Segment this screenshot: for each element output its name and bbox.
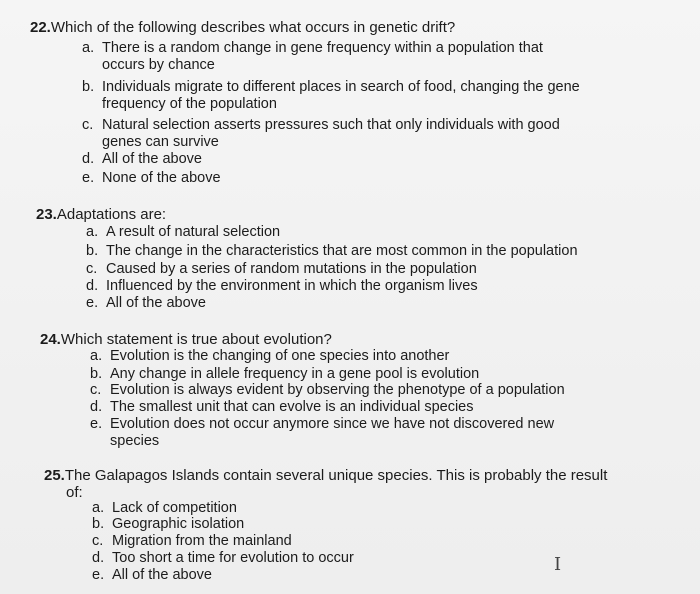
q23-option-c: [86, 261, 477, 278]
option-letter: e.: [92, 567, 105, 583]
option-text: Caused by a series of random mutations in the population: [106, 261, 477, 277]
q22-option-a: [82, 40, 543, 74]
q23-option-b: [86, 243, 578, 260]
option-text: Lack of competition: [112, 500, 237, 516]
option-letter: a.: [92, 500, 105, 516]
option-letter: d.: [90, 399, 103, 415]
option-text: Too short a time for evolution to occur: [112, 550, 354, 566]
option-letter: c.: [92, 533, 104, 549]
option-line: species: [110, 433, 160, 449]
option-letter: e.: [90, 416, 103, 432]
question-number: 23.: [36, 206, 57, 223]
q24-option-e: [90, 416, 554, 450]
option-letter: a.: [82, 40, 95, 56]
option-letter: c.: [90, 382, 102, 398]
question-number: 22.: [30, 19, 51, 36]
option-letter: b.: [90, 366, 103, 382]
option-text: Any change in allele frequency in a gene pool is evolution: [110, 366, 480, 382]
option-text: Geographic isolation: [112, 516, 245, 532]
option-letter: b.: [82, 79, 95, 95]
q25-option-b: [92, 516, 244, 533]
option-text: [102, 117, 560, 151]
option-letter: a.: [90, 348, 103, 364]
question-22-stem: [30, 19, 455, 36]
option-text: A result of natural selection: [106, 224, 281, 240]
text-cursor-icon: I: [554, 554, 562, 575]
option-line: Individuals migrate to different places in search of food, changing the gene: [102, 79, 580, 95]
option-letter: d.: [82, 151, 95, 167]
option-text: All of the above: [102, 151, 202, 167]
option-letter: d.: [86, 278, 99, 294]
option-text: Migration from the mainland: [112, 533, 292, 549]
option-letter: c.: [86, 261, 98, 277]
option-line: Evolution does not occur anymore since we have not discovered new: [110, 416, 555, 432]
option-text: [110, 416, 554, 450]
option-letter: b.: [92, 516, 105, 532]
question-number: 25.: [44, 467, 65, 484]
q24-option-b: [90, 366, 479, 383]
q23-option-d: [86, 278, 478, 295]
option-text: Influenced by the environment in which the organism lives: [106, 278, 478, 294]
option-letter: d.: [92, 550, 105, 566]
question-25-stem: [44, 467, 607, 501]
option-letter: e.: [82, 170, 95, 186]
q24-option-d: [90, 399, 474, 416]
option-text: Evolution is the changing of one species into another: [110, 348, 450, 364]
option-text: The change in the characteristics that are most common in the population: [106, 243, 578, 259]
q24-option-c: [90, 382, 565, 399]
question-number: 24.: [40, 331, 61, 348]
q22-option-d: [82, 151, 202, 168]
question-text: Which statement is true about evolution?: [60, 331, 332, 348]
option-line: Natural selection asserts pressures such that only individuals with good: [102, 117, 560, 133]
q22-option-c: [82, 117, 560, 151]
question-text-continued: of:: [66, 484, 83, 501]
option-text: All of the above: [112, 567, 212, 583]
q22-option-e: [82, 170, 221, 187]
q25-option-c: [92, 533, 292, 550]
q23-option-e: [86, 295, 206, 312]
question-24-stem: [40, 331, 332, 348]
option-letter: b.: [86, 243, 99, 259]
option-line: genes can survive: [102, 134, 219, 150]
question-text: The Galapagos Islands contain several unique species. This is probably the result: [64, 467, 608, 484]
option-letter: a.: [86, 224, 99, 240]
option-line: occurs by chance: [102, 57, 215, 73]
option-text: [102, 40, 543, 74]
option-text: The smallest unit that can evolve is an individual species: [110, 399, 474, 415]
q24-option-a: [90, 348, 449, 365]
question-text: Adaptations are:: [56, 206, 167, 223]
q25-option-d: [92, 550, 354, 567]
q22-option-b: [82, 79, 580, 113]
option-letter: c.: [82, 117, 94, 133]
option-text: None of the above: [102, 170, 221, 186]
option-line: There is a random change in gene frequency within a population that: [102, 40, 543, 56]
option-line: frequency of the population: [102, 96, 277, 112]
q25-option-e: [92, 567, 212, 584]
option-text: [102, 79, 580, 113]
option-text: Evolution is always evident by observing the phenotype of a population: [110, 382, 565, 398]
option-text: All of the above: [106, 295, 206, 311]
q23-option-a: [86, 224, 280, 241]
question-text: Which of the following describes what occurs in genetic drift?: [50, 19, 456, 36]
question-23-stem: [36, 206, 166, 223]
q25-option-a: [92, 500, 237, 517]
option-letter: e.: [86, 295, 99, 311]
